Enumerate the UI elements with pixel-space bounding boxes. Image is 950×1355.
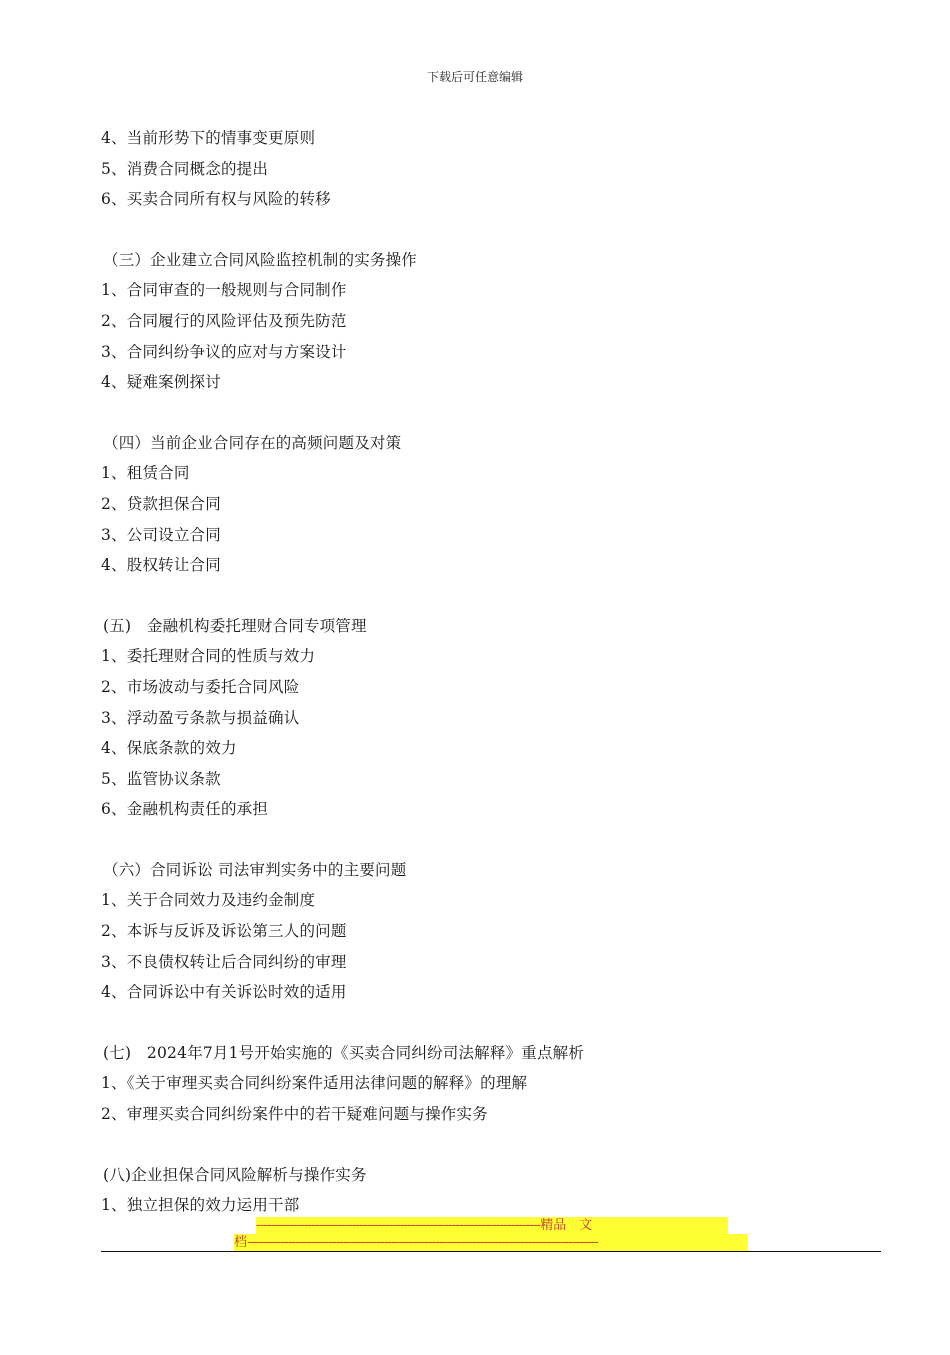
list-item: 2、市场波动与委托合同风险 bbox=[101, 677, 300, 696]
section-three bbox=[101, 245, 881, 398]
list-item: 2、贷款担保合同 bbox=[101, 494, 221, 513]
page-header-note: 下载后可任意编辑 bbox=[426, 70, 523, 84]
list-item: 1、《关于审理买卖合同纠纷案件适用法律问题的解释》的理解 bbox=[101, 1074, 528, 1093]
list-item: 5、监管协议条款 bbox=[101, 769, 221, 788]
list-item: 3、不良债权转让后合同纠纷的审理 bbox=[101, 952, 347, 971]
section-four bbox=[101, 428, 881, 581]
list-item: 1、关于合同效力及违约金制度 bbox=[101, 891, 316, 910]
footer-band-row bbox=[256, 1217, 728, 1234]
footer-band-text: 档 bbox=[234, 1235, 248, 1250]
section-five bbox=[101, 611, 881, 825]
footer-band-text: 精品 文 bbox=[540, 1218, 593, 1233]
section-heading: （六）合同诉讼 司法审判实务中的主要问题 bbox=[103, 860, 407, 879]
list-item: 1、租赁合同 bbox=[101, 464, 190, 483]
list-item: 4、保底条款的效力 bbox=[101, 739, 237, 758]
list-item: 4、股权转让合同 bbox=[101, 556, 221, 575]
list-item: 1、委托理财合同的性质与效力 bbox=[101, 647, 316, 666]
footer-divider bbox=[101, 1251, 881, 1252]
section-heading: (五) 金融机构委托理财合同专项管理 bbox=[103, 616, 367, 635]
list-item: 4、疑难案例探讨 bbox=[101, 373, 221, 392]
list-item: 1、独立担保的效力运用干部 bbox=[101, 1196, 300, 1215]
footer-band-row bbox=[234, 1234, 748, 1251]
list-item: 4、当前形势下的情事变更原则 bbox=[101, 129, 316, 147]
footer-watermark-band bbox=[0, 1214, 950, 1254]
list-item: 2、合同履行的风险评估及预先防范 bbox=[101, 311, 347, 330]
list-item: 6、买卖合同所有权与风险的转移 bbox=[101, 190, 331, 209]
list-item: 3、合同纠纷争议的应对与方案设计 bbox=[101, 342, 347, 361]
list-item: 2、本诉与反诉及诉讼第三人的问题 bbox=[101, 922, 347, 941]
list-item: 6、金融机构责任的承担 bbox=[101, 800, 269, 819]
section-continued bbox=[101, 123, 881, 215]
list-item: 2、审理买卖合同纠纷案件中的若干疑难问题与操作实务 bbox=[101, 1105, 488, 1124]
section-heading: (七) 2024年7月1号开始实施的《买卖合同纠纷司法解释》重点解析 bbox=[103, 1043, 585, 1062]
document-body bbox=[101, 123, 881, 1221]
dashed-rule: ----------------------------------------------------------------------------- bbox=[256, 1218, 541, 1233]
section-heading: （三）企业建立合同风险监控机制的实务操作 bbox=[103, 250, 418, 269]
section-heading: （四）当前企业合同存在的高频问题及对策 bbox=[103, 433, 402, 452]
list-item: 5、消费合同概念的提出 bbox=[101, 159, 269, 178]
list-item: 4、合同诉讼中有关诉讼时效的适用 bbox=[101, 983, 347, 1002]
section-heading: (八)企业担保合同风险解析与操作实务 bbox=[103, 1165, 367, 1184]
list-item: 1、合同审查的一般规则与合同制作 bbox=[101, 281, 347, 300]
list-item: 3、浮动盈亏条款与损益确认 bbox=[101, 708, 300, 727]
section-seven bbox=[101, 1038, 881, 1130]
dashed-rule: ----------------------------------------------------------------------------------------------- bbox=[247, 1235, 598, 1250]
section-six bbox=[101, 855, 881, 1008]
list-item: 3、公司设立合同 bbox=[101, 525, 221, 544]
section-eight bbox=[101, 1160, 881, 1221]
